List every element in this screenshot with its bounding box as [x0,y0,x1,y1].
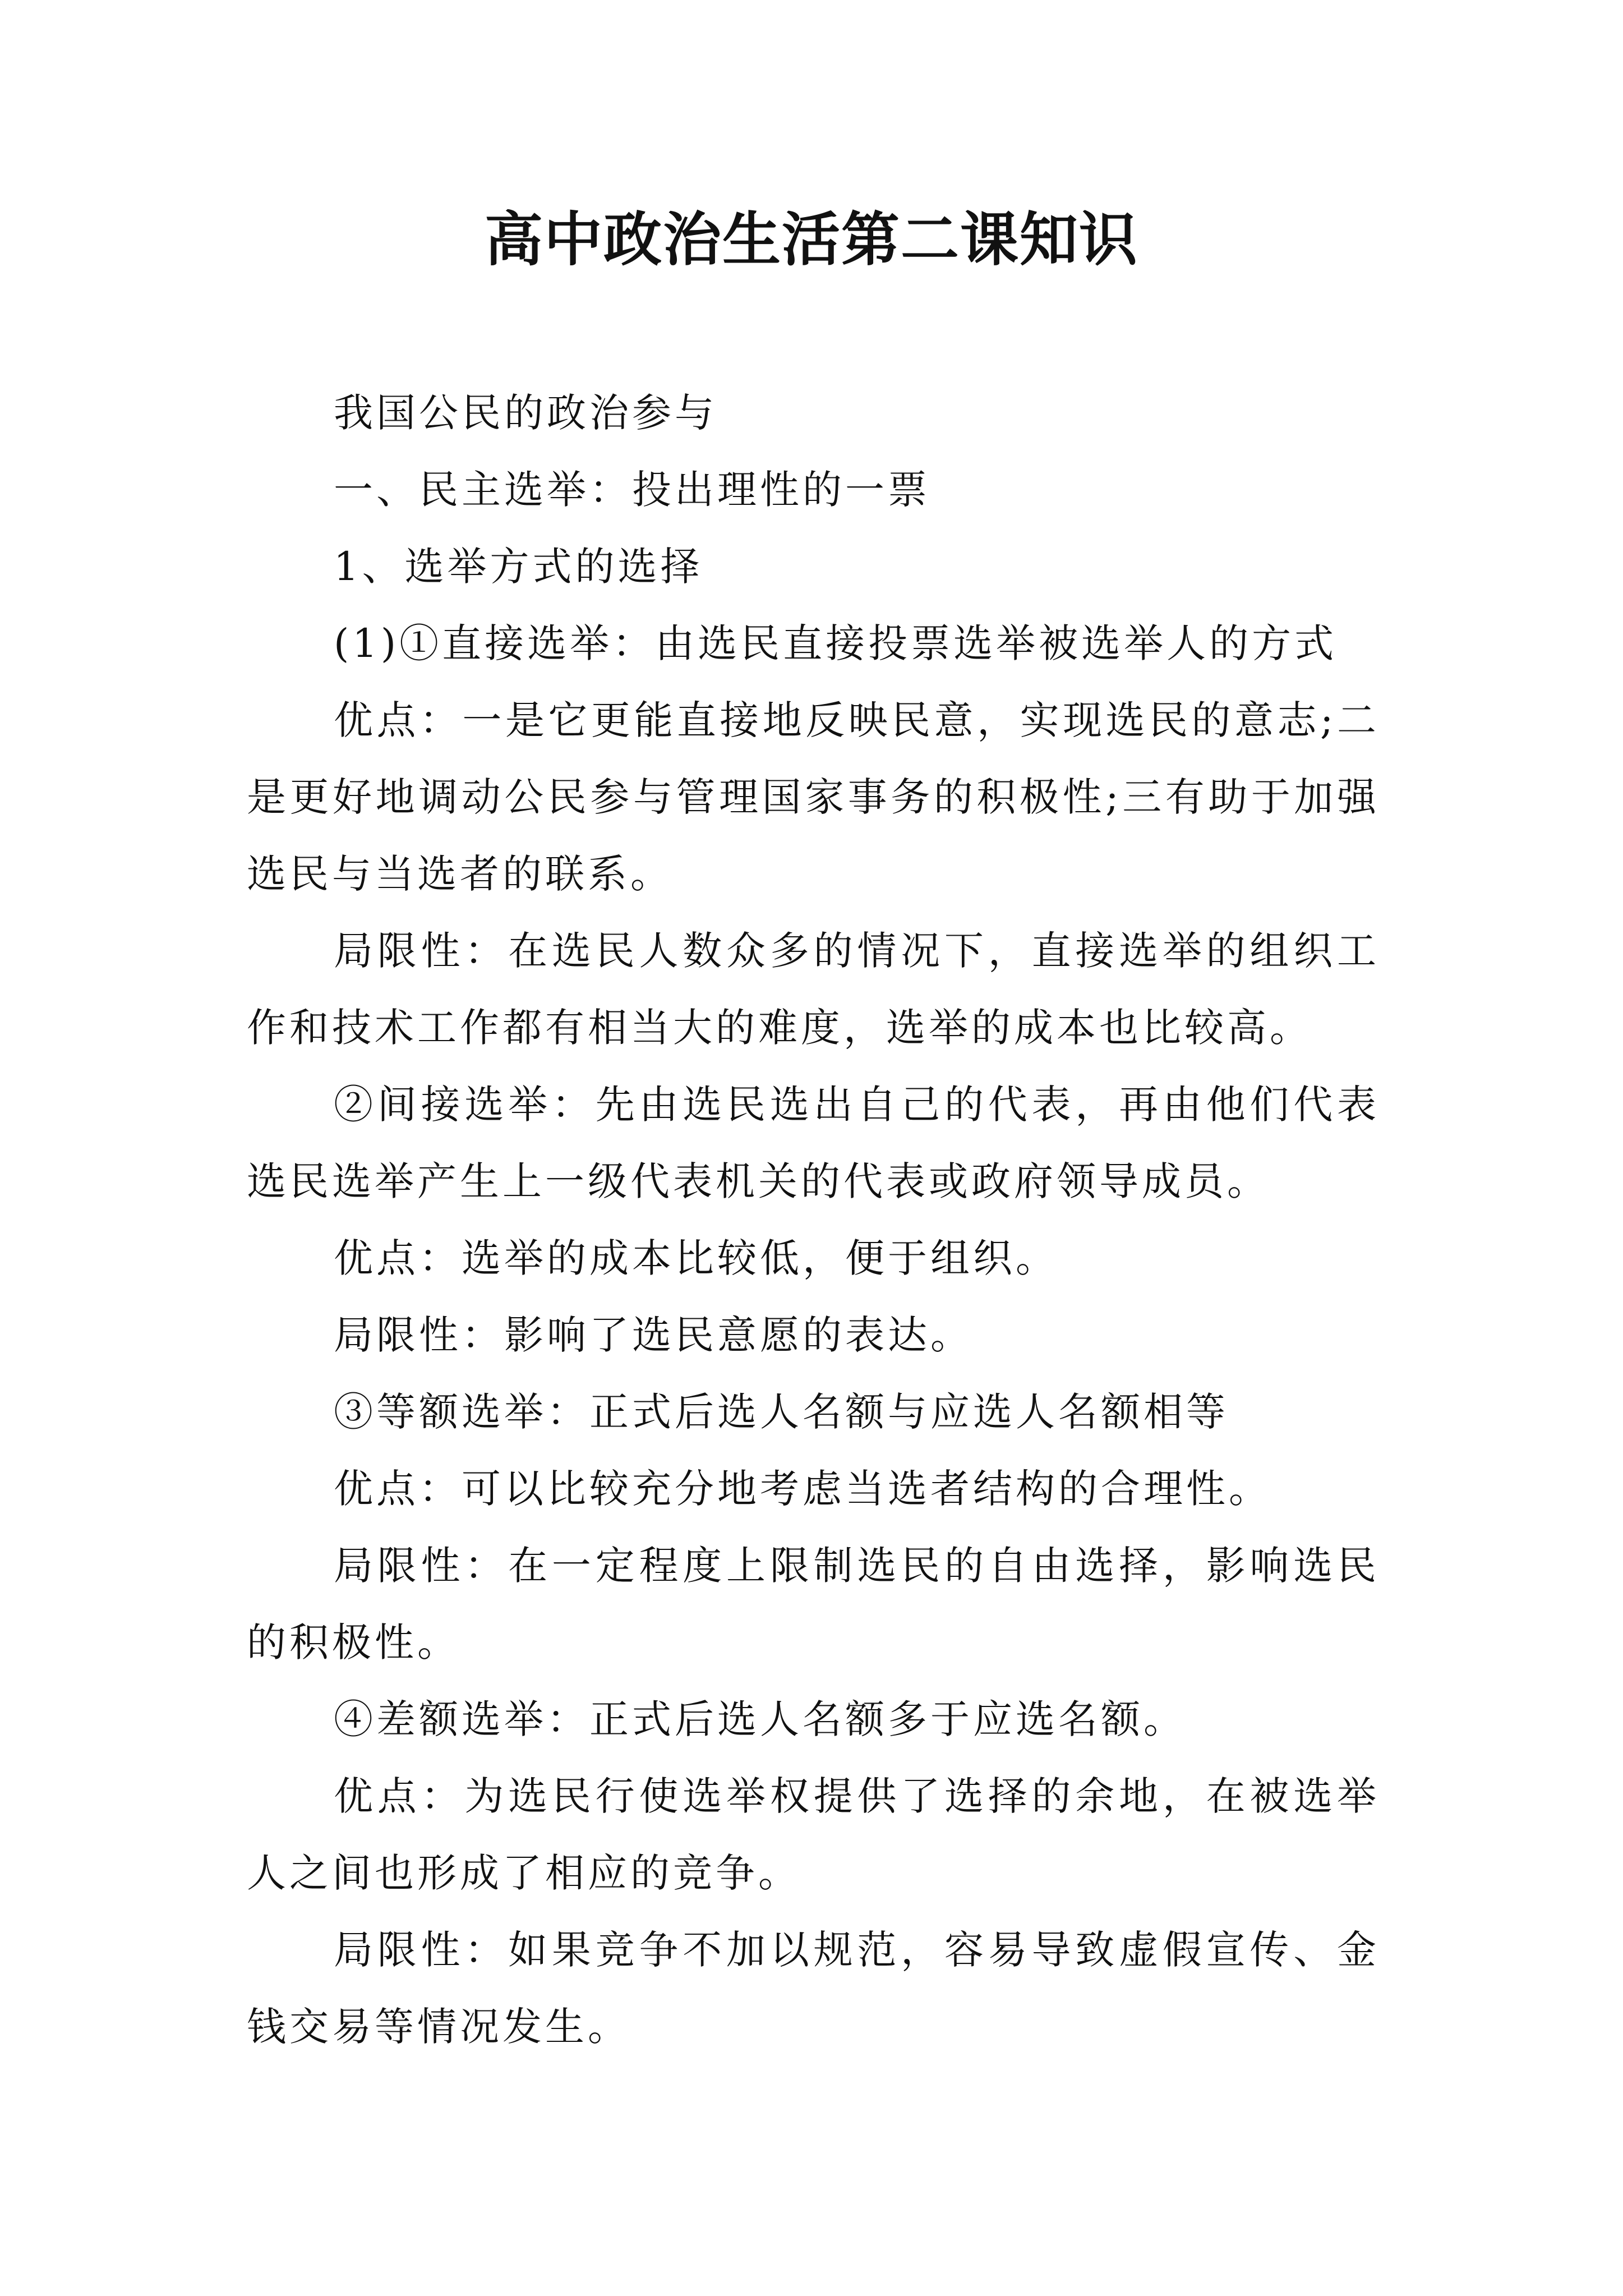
document-title: 高中政治生活第二课知识 [484,205,1138,274]
paragraph-intro: 我国公民的政治参与 [334,390,717,436]
paragraph-competitive-advantages: 优点：为选民行使选举权提供了选择的余地，在被选举人之间也形成了相应的竞争。 [247,1773,1380,1896]
paragraph-equal-election: ③等额选举：正式后选人名额与应选人名额相等 [334,1389,1229,1435]
subsection-heading: 1、选举方式的选择 [334,544,703,590]
paragraph-direct-limitations: 局限性：在选民人数众多的情况下，直接选举的组织工作和技术工作都有相当大的难度，选举的成本也比较高。 [247,928,1380,1051]
paragraph-direct-election: (1)①直接选举：由选民直接投票选举被选举人的方式 [334,620,1338,666]
paragraph-competitive-limitations: 局限性：如果竞争不加以规范，容易导致虚假宣传、金钱交易等情况发生。 [247,1927,1380,2050]
paragraph-indirect-advantages: 优点：选举的成本比较低，便于组织。 [334,1235,1058,1281]
paragraph-competitive-election: ④差额选举：正式后选人名额多于应选名额。 [334,1696,1186,1742]
paragraph-direct-advantages: 优点：一是它更能直接地反映民意，实现选民的意志;二是更好地调动公民参与管理国家事务的积极性;三有助于加强选民与当选者的联系。 [247,697,1380,897]
paragraph-equal-advantages: 优点：可以比较充分地考虑当选者结构的合理性。 [334,1466,1271,1512]
paragraph-indirect-election: ②间接选举：先由选民选出自己的代表，再由他们代表选民选举产生上一级代表机关的代表或政府领导成员。 [247,1082,1380,1204]
paragraph-indirect-limitations: 局限性：影响了选民意愿的表达。 [334,1312,973,1358]
paragraph-equal-limitations: 局限性：在一定程度上限制选民的自由选择，影响选民的积极性。 [247,1543,1380,1665]
document-body [247,375,1380,2065]
section-heading: 一、民主选举：投出理性的一票 [334,467,930,513]
